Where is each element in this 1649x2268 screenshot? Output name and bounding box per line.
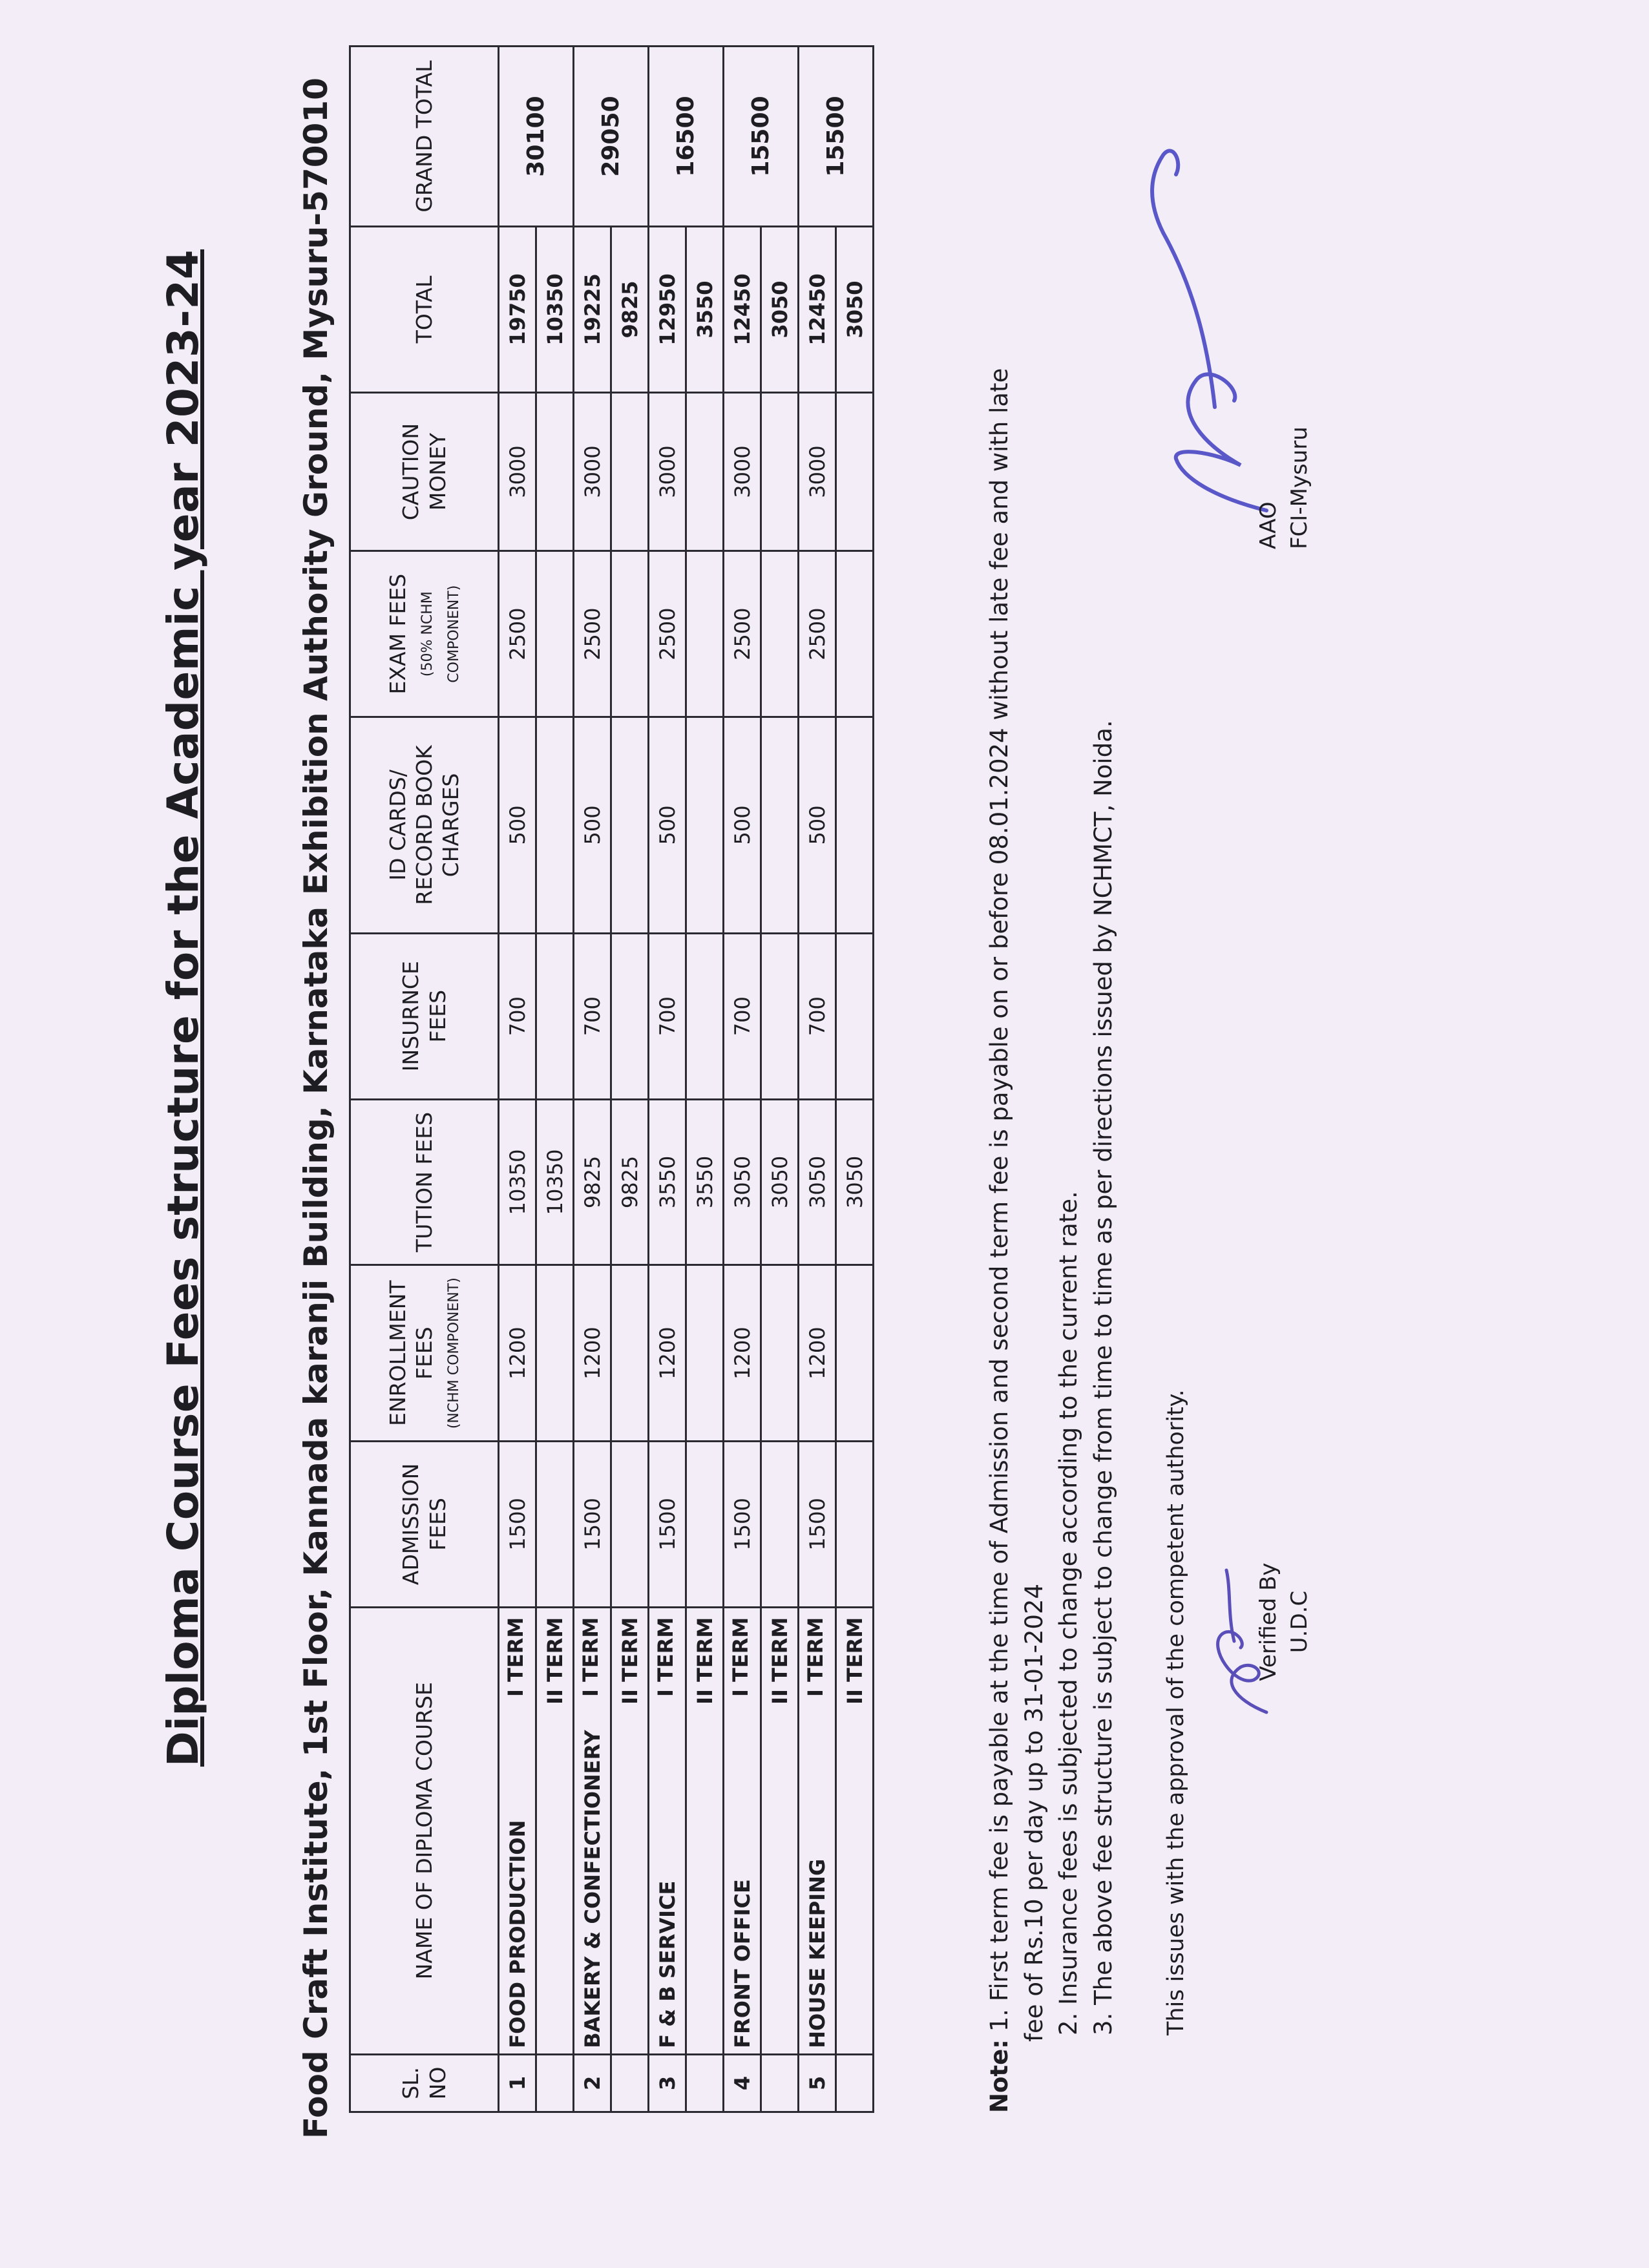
table-header-row xyxy=(350,47,499,2112)
exam-cell xyxy=(536,551,574,717)
note-label: Note: xyxy=(985,2039,1013,2113)
course-cell xyxy=(649,1607,686,2054)
exam-cell xyxy=(686,551,724,717)
table-row xyxy=(611,47,649,2112)
insurance-cell xyxy=(611,933,649,1099)
header-idcards: ID CARDS/ RECORD BOOK CHARGES xyxy=(350,717,499,934)
sl-cell xyxy=(761,2054,799,2112)
admission-cell: 1500 xyxy=(799,1442,836,1608)
course-cell xyxy=(499,1607,536,2054)
total-cell: 9825 xyxy=(611,227,649,393)
idcards-cell xyxy=(836,717,874,934)
note-1 xyxy=(982,45,1017,2113)
header-caution: CAUTION MONEY xyxy=(350,392,499,551)
admission-cell xyxy=(611,1442,649,1608)
caution-cell: 3000 xyxy=(499,392,536,551)
document-sheet xyxy=(103,19,1590,2152)
sl-cell xyxy=(686,2054,724,2112)
idcards-cell: 500 xyxy=(649,717,686,934)
header-enrollment-note: (NCHM COMPONENT) xyxy=(446,1277,463,1429)
table-row xyxy=(799,47,836,2112)
enrollment-cell xyxy=(611,1265,649,1442)
term-label: I TERM xyxy=(728,1617,753,1697)
note-1-text: 1. First term fee is payable at the time of Admission and second term fee is payable on or before 08.01.2024 without late fee and with late xyxy=(985,368,1013,2032)
header-admission: ADMISSION FEES xyxy=(350,1442,499,1608)
course-name: HOUSE KEEPING xyxy=(804,1858,830,2048)
fci-label: FCI-Mysuru xyxy=(1286,426,1312,549)
total-cell: 12950 xyxy=(649,227,686,393)
grand-total-cell: 30100 xyxy=(499,47,574,227)
total-cell: 12450 xyxy=(724,227,761,393)
term-label: I TERM xyxy=(653,1617,678,1697)
exam-cell: 2500 xyxy=(574,551,611,717)
header-course: NAME OF DIPLOMA COURSE xyxy=(350,1607,499,2054)
caution-cell xyxy=(611,392,649,551)
sl-cell: 4 xyxy=(724,2054,761,2112)
note-3: 3. The above fee structure is subject to change from time to time as per directions issued by NCHMCT, Noida. xyxy=(1089,720,1117,2035)
institute-address: Food Craft Institute, 1st Floor, Kannada karanji Building, Karnataka Exhibition Authority Ground, Mysuru-570010 xyxy=(297,78,335,2139)
sl-cell: 2 xyxy=(574,2054,611,2112)
enrollment-cell xyxy=(836,1265,874,1442)
fees-table xyxy=(349,45,874,2113)
term-label: II TERM xyxy=(836,1607,874,2054)
sl-cell: 5 xyxy=(799,2054,836,2112)
caution-cell xyxy=(836,392,874,551)
aao-label: AAO xyxy=(1255,501,1281,549)
tuition-cell: 3550 xyxy=(649,1099,686,1265)
approval-statement: This issues with the approval of the competent authority. xyxy=(1163,1389,1189,2035)
udc-label: U.D.C xyxy=(1286,1590,1312,1654)
total-cell: 3550 xyxy=(686,227,724,393)
admission-cell: 1500 xyxy=(499,1442,536,1608)
caution-cell xyxy=(686,392,724,551)
exam-cell xyxy=(611,551,649,717)
caution-cell xyxy=(761,392,799,551)
total-cell: 10350 xyxy=(536,227,574,393)
idcards-cell xyxy=(761,717,799,934)
table-row xyxy=(499,47,536,2112)
admission-cell: 1500 xyxy=(649,1442,686,1608)
term-label: I TERM xyxy=(578,1617,603,1697)
grand-total-cell: 15500 xyxy=(724,47,799,227)
total-cell: 19750 xyxy=(499,227,536,393)
header-enrollment-label: ENROLLMENT FEES xyxy=(384,1280,437,1426)
insurance-cell: 700 xyxy=(724,933,761,1099)
grand-total-cell: 16500 xyxy=(649,47,724,227)
caution-cell: 3000 xyxy=(724,392,761,551)
sl-cell xyxy=(836,2054,874,2112)
table-row xyxy=(686,47,724,2112)
header-total: TOTAL xyxy=(350,227,499,393)
header-grand-total: GRAND TOTAL xyxy=(350,47,499,227)
idcards-cell: 500 xyxy=(574,717,611,934)
course-name: FRONT OFFICE xyxy=(730,1879,755,2048)
tuition-cell: 3050 xyxy=(761,1099,799,1265)
term-label: II TERM xyxy=(686,1607,724,2054)
enrollment-cell: 1200 xyxy=(649,1265,686,1442)
grand-total-cell: 15500 xyxy=(799,47,874,227)
header-exam-label: EXAM FEES xyxy=(384,573,410,695)
tuition-cell: 3050 xyxy=(724,1099,761,1265)
exam-cell: 2500 xyxy=(499,551,536,717)
admission-cell: 1500 xyxy=(724,1442,761,1608)
insurance-cell: 700 xyxy=(649,933,686,1099)
admission-cell: 1500 xyxy=(574,1442,611,1608)
insurance-cell: 700 xyxy=(499,933,536,1099)
term-label: II TERM xyxy=(761,1607,799,2054)
insurance-cell: 700 xyxy=(799,933,836,1099)
header-exam-note: (50% NCHM COMPONENT) xyxy=(419,585,463,683)
exam-cell: 2500 xyxy=(649,551,686,717)
header-enrollment xyxy=(350,1265,499,1442)
header-insurance: INSURNCE FEES xyxy=(350,933,499,1099)
course-name: FOOD PRODUCTION xyxy=(505,1820,530,2048)
enrollment-cell xyxy=(761,1265,799,1442)
course-name: F & B SERVICE xyxy=(655,1880,680,2048)
table-row xyxy=(574,47,611,2112)
sl-cell xyxy=(536,2054,574,2112)
note-1-continued: fee of Rs.10 per day up to 31-01-2024 xyxy=(1020,1584,1048,2042)
total-cell: 12450 xyxy=(799,227,836,393)
tuition-cell: 3050 xyxy=(836,1099,874,1265)
term-label: II TERM xyxy=(536,1607,574,2054)
tuition-cell: 10350 xyxy=(536,1099,574,1265)
page-title: Diploma Course Fees structure for the Academic year 2023-24 xyxy=(158,249,208,1767)
admission-cell xyxy=(536,1442,574,1608)
tuition-cell: 3550 xyxy=(686,1099,724,1265)
idcards-cell xyxy=(611,717,649,934)
exam-cell: 2500 xyxy=(799,551,836,717)
course-cell xyxy=(724,1607,761,2054)
idcards-cell xyxy=(686,717,724,934)
caution-cell: 3000 xyxy=(574,392,611,551)
insurance-cell xyxy=(836,933,874,1099)
course-cell xyxy=(799,1607,836,2054)
caution-cell xyxy=(536,392,574,551)
verified-by-label: Verified By xyxy=(1255,1562,1281,1681)
header-tuition: TUTION FEES xyxy=(350,1099,499,1265)
idcards-cell: 500 xyxy=(799,717,836,934)
total-cell: 3050 xyxy=(761,227,799,393)
enrollment-cell: 1200 xyxy=(724,1265,761,1442)
sl-cell: 1 xyxy=(499,2054,536,2112)
table-row xyxy=(724,47,761,2112)
idcards-cell: 500 xyxy=(724,717,761,934)
admission-cell xyxy=(686,1442,724,1608)
tuition-cell: 9825 xyxy=(574,1099,611,1265)
tuition-cell: 3050 xyxy=(799,1099,836,1265)
grand-total-cell: 29050 xyxy=(574,47,649,227)
exam-cell: 2500 xyxy=(724,551,761,717)
enrollment-cell: 1200 xyxy=(499,1265,536,1442)
sl-cell xyxy=(611,2054,649,2112)
course-name: BAKERY & CONFECTIONERY xyxy=(580,1730,605,2048)
table-row xyxy=(836,47,874,2112)
idcards-cell: 500 xyxy=(499,717,536,934)
insurance-cell: 700 xyxy=(574,933,611,1099)
header-sl: SL. NO xyxy=(350,2054,499,2112)
term-label: I TERM xyxy=(803,1617,828,1697)
insurance-cell xyxy=(761,933,799,1099)
sl-cell: 3 xyxy=(649,2054,686,2112)
enrollment-cell: 1200 xyxy=(574,1265,611,1442)
table-row xyxy=(649,47,686,2112)
udc-block xyxy=(1254,1493,1315,1751)
enrollment-cell xyxy=(536,1265,574,1442)
total-cell: 19225 xyxy=(574,227,611,393)
admission-cell xyxy=(761,1442,799,1608)
caution-cell: 3000 xyxy=(649,392,686,551)
table-row xyxy=(536,47,574,2112)
header-exam xyxy=(350,551,499,717)
admission-cell xyxy=(836,1442,874,1608)
note-2: 2. Insurance fees is subjected to change according to the current rate. xyxy=(1055,1191,1083,2035)
exam-cell xyxy=(761,551,799,717)
tuition-cell: 10350 xyxy=(499,1099,536,1265)
insurance-cell xyxy=(686,933,724,1099)
aao-block xyxy=(1254,278,1315,549)
notes-section xyxy=(982,45,1121,2113)
caution-cell: 3000 xyxy=(799,392,836,551)
insurance-cell xyxy=(536,933,574,1099)
term-label: II TERM xyxy=(611,1607,649,2054)
course-cell xyxy=(574,1607,611,2054)
total-cell: 3050 xyxy=(836,227,874,393)
enrollment-cell xyxy=(686,1265,724,1442)
term-label: I TERM xyxy=(503,1617,528,1697)
enrollment-cell: 1200 xyxy=(799,1265,836,1442)
exam-cell xyxy=(836,551,874,717)
tuition-cell: 9825 xyxy=(611,1099,649,1265)
table-row xyxy=(761,47,799,2112)
idcards-cell xyxy=(536,717,574,934)
